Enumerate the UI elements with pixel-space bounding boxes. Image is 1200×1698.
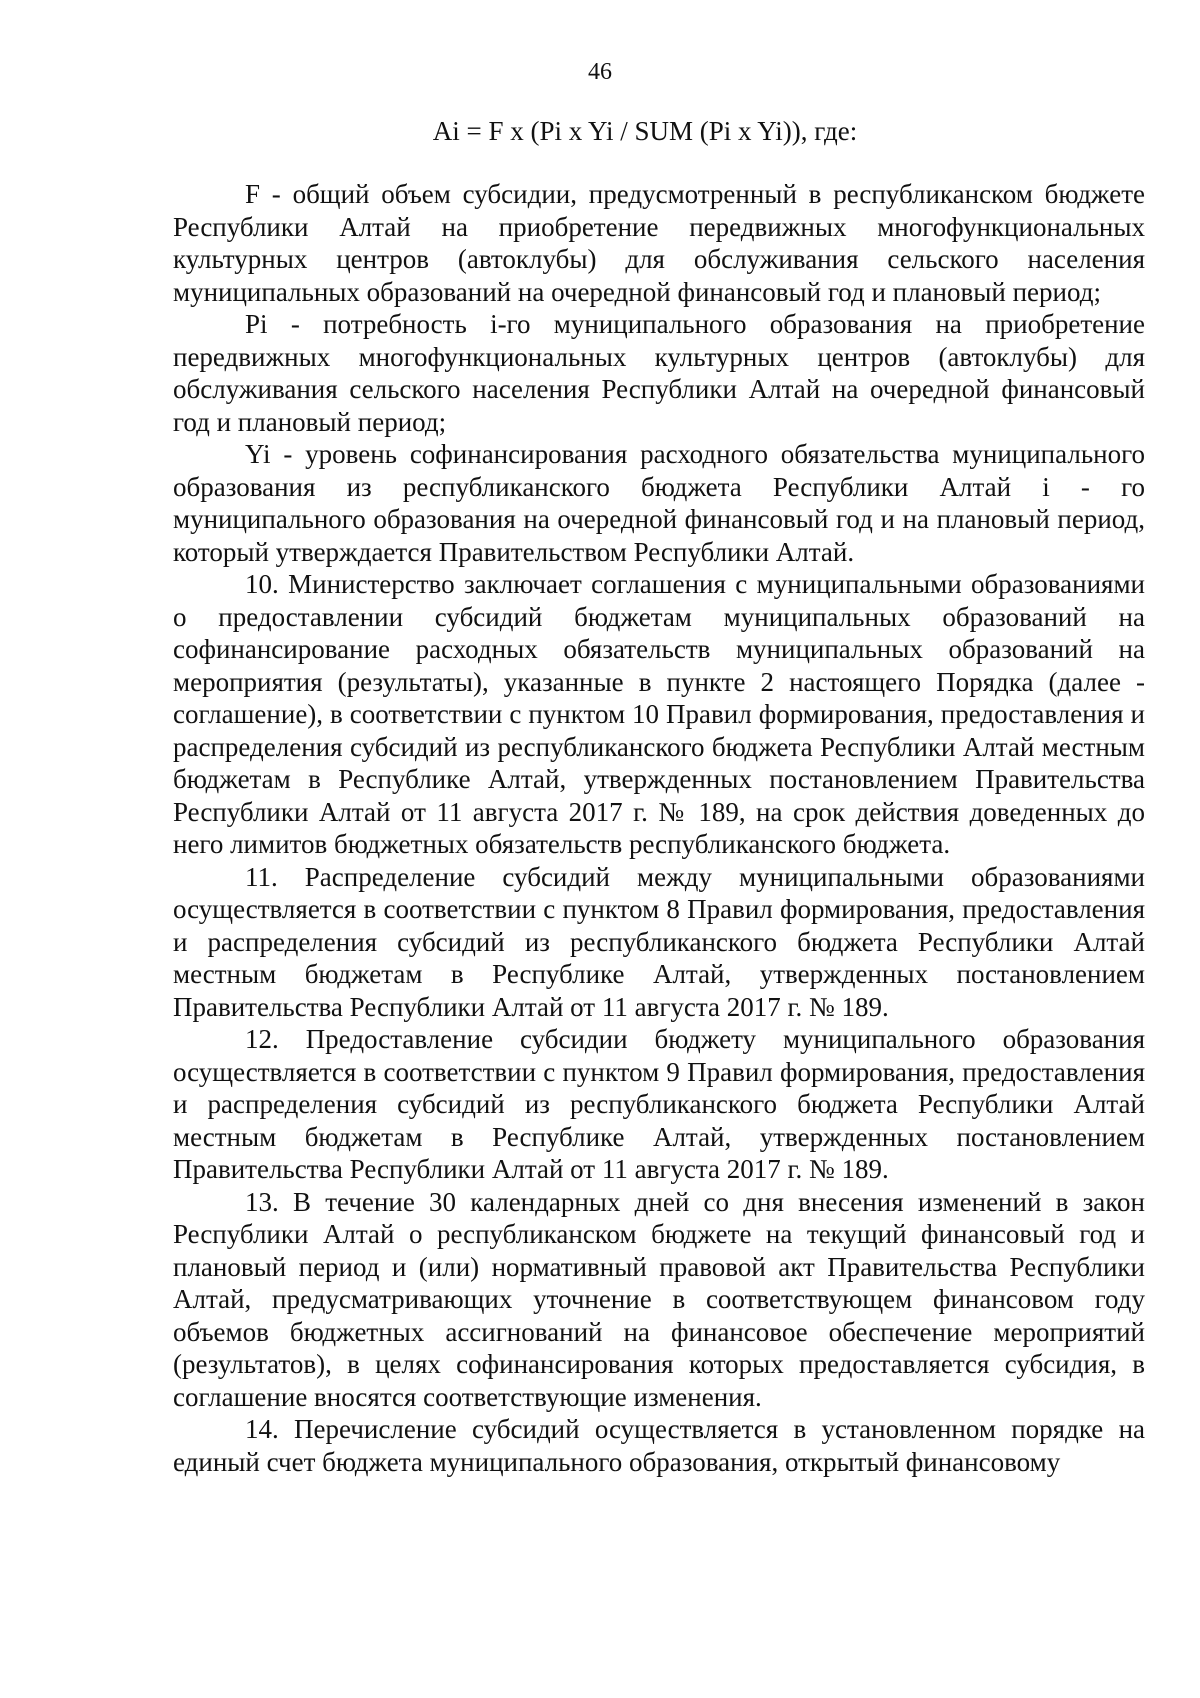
page-number: 46: [588, 59, 612, 85]
document-body: [173, 178, 1145, 1478]
paragraph-item-10: 10. Министерство заключает соглашения с муниципальными образованиями о предоставлении субсидий бюджетам муниципальных образований на софинансирование расходных обязательств муниципальных образований на мероприятия (результаты), указанные в пункте 2 настоящего Порядка (далее - соглашение), в соответствии с пунктом 10 Правил формирования, предоставления и распределения субсидий из республиканского бюджета Республики Алтай местным бюджетам в Республике Алтай, утвержденных постановлением Правительства Республики Алтай от 11 августа 2017 г. № 189, на срок действия доведенных до него лимитов бюджетных обязательств республиканского бюджета.: [173, 569, 1145, 859]
paragraph-item-14: 14. Перечисление субсидий осуществляется в установленном порядке на единый счет бюджета муниципального образования, открытый финансовому: [173, 1414, 1145, 1477]
formula: Ai = F x (Pi x Yi / SUM (Pi x Yi)), где:: [432, 116, 858, 146]
paragraph-item-12: 12. Предоставление субсидии бюджету муниципального образования осуществляется в соответствии с пунктом 9 Правил формирования, предоставления и распределения субсидий из республиканского бюджета Республики Алтай местным бюджетам в Республике Алтай, утвержденных постановлением Правительства Республики Алтай от 11 августа 2017 г. № 189.: [173, 1024, 1145, 1184]
paragraph-definition-yi: Yi - уровень софинансирования расходного обязательства муниципального образования из республиканского бюджета Республики Алтай i - го муниципального образования на очередной финансовый год и на плановый период, который утверждается Правительством Республики Алтай.: [173, 439, 1145, 567]
paragraph-definition-f: F - общий объем субсидии, предусмотренный в республиканском бюджете Республики Алтай на приобретение передвижных многофункциональных культурных центров (автоклубы) для обслуживания сельского населения муниципальных образований на очередной финансовый год и плановый период;: [173, 179, 1145, 307]
paragraph-item-11: 11. Распределение субсидий между муниципальными образованиями осуществляется в соответствии с пунктом 8 Правил формирования, предоставления и распределения субсидий из республиканского бюджета Республики Алтай местным бюджетам в Республике Алтай, утвержденных постановлением Правительства Республики Алтай от 11 августа 2017 г. № 189.: [173, 861, 1145, 1022]
paragraph-item-13: 13. В течение 30 календарных дней со дня внесения изменений в закон Республики Алтай о республиканском бюджете на текущий финансовый год и плановый период и (или) нормативный правовой акт Правительства Республики Алтай, предусматривающих уточнение в соответствующем финансовом году объемов бюджетных ассигнований на финансовое обеспечение мероприятий (результатов), в целях софинансирования которых предоставляется субсидия, в соглашение вносятся соответствующие изменения.: [173, 1186, 1145, 1412]
paragraph-definition-pi: Pi - потребность i-го муниципального образования на приобретение передвижных многофункциональных культурных центров (автоклубы) для обслуживания сельского населения Республики Алтай на очередной финансовый год и плановый период;: [173, 309, 1145, 437]
